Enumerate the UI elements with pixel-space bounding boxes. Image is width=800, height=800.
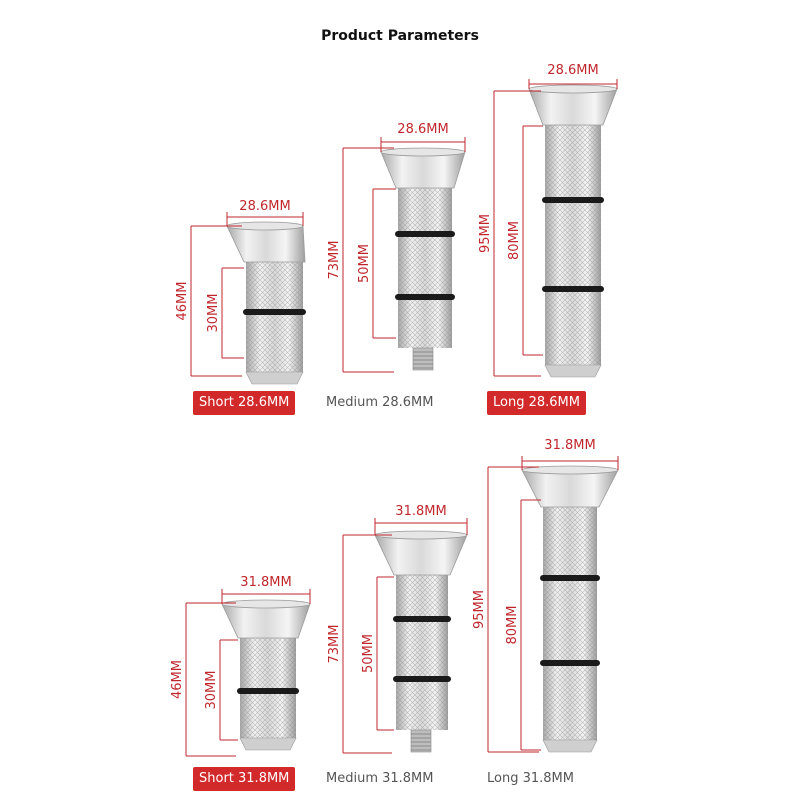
top-cap bbox=[529, 89, 617, 125]
product-figure bbox=[327, 122, 465, 372]
cap-rim bbox=[529, 85, 617, 93]
o-ring bbox=[540, 660, 600, 666]
insert-length-label: 50MM bbox=[357, 244, 372, 283]
bottom-collar bbox=[545, 365, 601, 377]
o-ring bbox=[393, 676, 451, 682]
product-variant-label: Medium 31.8MM bbox=[326, 771, 434, 786]
tube-knurling bbox=[398, 188, 452, 348]
product-variant-label: Short 28.6MM bbox=[193, 391, 295, 415]
product-figure bbox=[327, 504, 467, 753]
top-cap bbox=[227, 226, 305, 262]
insert-length-label: 80MM bbox=[505, 605, 520, 645]
tube-knurling bbox=[396, 575, 448, 730]
cap-rim bbox=[222, 600, 310, 608]
top-cap bbox=[222, 604, 310, 638]
o-ring bbox=[395, 294, 455, 300]
product-figure bbox=[478, 63, 617, 377]
total-length-label: 73MM bbox=[327, 240, 342, 280]
insert-length-label: 50MM bbox=[361, 634, 376, 673]
top-cap bbox=[375, 535, 467, 575]
bottom-collar bbox=[543, 740, 597, 752]
o-ring bbox=[540, 575, 600, 581]
cap-rim bbox=[381, 148, 465, 156]
product-variant-label: Medium 28.6MM bbox=[326, 395, 434, 410]
diameter-label: 28.6MM bbox=[397, 122, 449, 137]
diameter-label: 28.6MM bbox=[239, 199, 291, 214]
insert-length-label: 30MM bbox=[206, 293, 221, 333]
product-variant-label: Long 31.8MM bbox=[487, 771, 574, 786]
tube-knurling bbox=[545, 125, 601, 365]
diameter-label: 31.8MM bbox=[544, 438, 596, 453]
total-length-label: 95MM bbox=[478, 214, 493, 253]
page-title: Product Parameters bbox=[321, 28, 479, 44]
bottom-collar bbox=[240, 738, 296, 750]
o-ring bbox=[393, 616, 451, 622]
product-variant-label: Long 28.6MM bbox=[487, 391, 586, 415]
diameter-label: 31.8MM bbox=[240, 575, 292, 590]
tube-knurling bbox=[246, 262, 303, 372]
o-ring bbox=[237, 688, 299, 694]
threaded-bolt bbox=[413, 348, 433, 370]
o-ring bbox=[243, 309, 306, 315]
diameter-label: 28.6MM bbox=[547, 63, 599, 78]
product-figure bbox=[170, 575, 310, 756]
total-length-label: 95MM bbox=[472, 590, 487, 629]
tube-knurling bbox=[543, 507, 597, 740]
o-ring bbox=[542, 286, 604, 292]
bottom-collar bbox=[246, 372, 303, 384]
diameter-label: 31.8MM bbox=[395, 504, 447, 519]
total-length-label: 46MM bbox=[170, 660, 185, 699]
top-cap bbox=[522, 470, 618, 507]
insert-length-label: 80MM bbox=[507, 221, 522, 260]
threaded-bolt bbox=[411, 730, 431, 752]
top-cap bbox=[381, 152, 465, 188]
o-ring bbox=[542, 197, 604, 203]
product-figure bbox=[472, 438, 618, 752]
o-ring bbox=[395, 231, 455, 237]
insert-length-label: 30MM bbox=[204, 670, 219, 710]
product-figure bbox=[175, 199, 306, 384]
product-variant-label: Short 31.8MM bbox=[193, 767, 295, 791]
total-length-label: 46MM bbox=[175, 281, 190, 321]
total-length-label: 73MM bbox=[327, 624, 342, 664]
